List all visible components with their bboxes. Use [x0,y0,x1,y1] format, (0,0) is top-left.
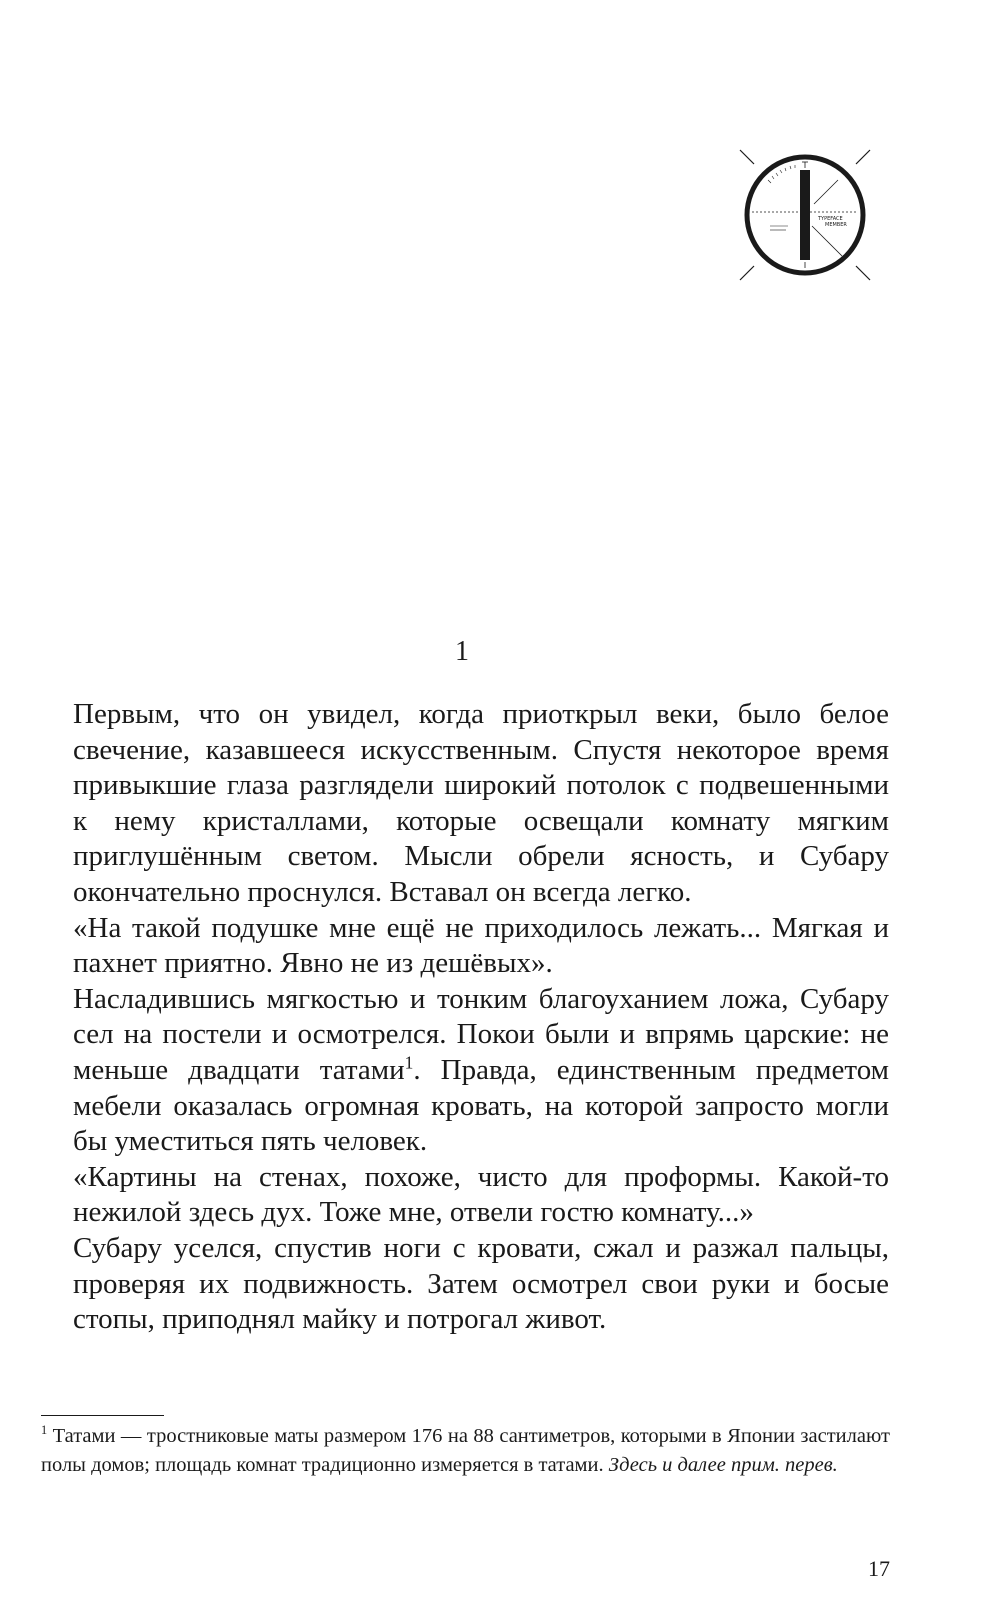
paragraph: «Картины на стенах, похоже, чисто для проформы. Какой-то нежилой здесь дух. Тоже мне, отвели гостю комнату...» [73,1160,889,1229]
footnote-reference[interactable]: 1 [404,1052,414,1073]
footnote [41,1422,890,1480]
paragraph-text: Насладившись мягкостью и тонким благоуханием ложа, Субару сел на постели и осмотрелся. Покои были и впрямь царские: не меньше двадцати татами [73,982,889,1086]
footnote-divider [41,1415,164,1416]
footnote-text: Татами — тростниковые маты размером 176 на 88 сантиметров, которыми в Японии застилают полы домов; площадь комнат традиционно измеряется в татами. [41,1425,890,1476]
paragraph [73,982,889,1160]
paragraph: Первым, что он увидел, когда приоткрыл веки, было белое свечение, казавшееся искусственным. Спустя некоторое время привыкшие глаза разглядели широкий потолок с подвешенными к нему кристаллами, которые освещали комнату мягким приглушённым светом. Мысли обрели ясность, и Субару окончательно проснулся. Вставал он всегда легко. [73,698,889,908]
page-number: 17 [868,1556,890,1581]
chapter-number: 1 [455,636,469,667]
emblem-label: TYPEFACE [818,216,843,222]
paragraph: «На такой подушке мне ещё не приходилось лежать... Мягкая и пахнет приятно. Явно не из дешёвых». [73,911,889,980]
footnotes [41,1422,890,1480]
footnote-italic-note: Здесь и далее прим. перев. [608,1454,838,1476]
paragraph: Субару уселся, спустив ноги с кровати, сжал и разжал пальцы, проверяя их подвижность. Затем осмотрел свои руки и босые стопы, приподнял майку и потрогал живот. [73,1231,889,1336]
body-text [73,697,889,1338]
emblem-sublabel: MEMBER [825,222,847,228]
typeface-crosshair-icon [730,140,880,290]
footnote-marker: 1 [41,1423,48,1438]
paragraph-text-tail: . Правда, единственным предметом мебели оказалась огромная кровать, на которой запросто могли бы уместиться пять человек. [73,1053,889,1158]
